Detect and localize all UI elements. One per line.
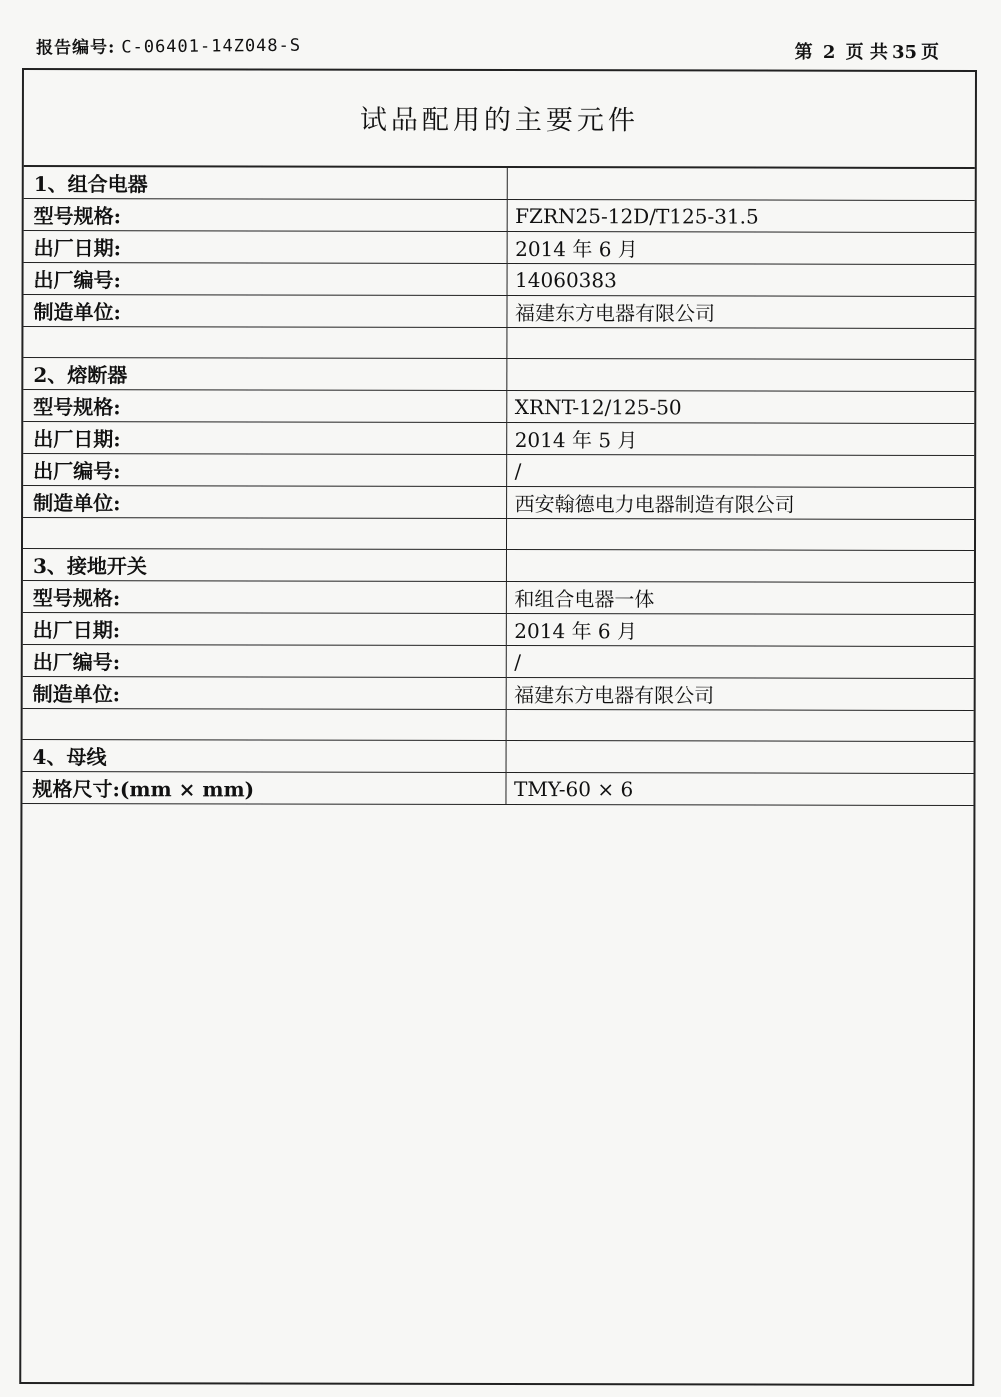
row-label: 出厂编号: (23, 454, 506, 487)
table-row (23, 422, 974, 456)
row-label: 出厂日期: (24, 231, 507, 264)
blank-row (23, 709, 974, 742)
empty-cell (23, 518, 506, 550)
blank-row (23, 518, 974, 551)
page-suffix: 页 (921, 42, 939, 63)
row-value: 2014 年 6 月 (506, 614, 974, 647)
row-label: 规格尺寸:(mm × mm) (22, 772, 505, 805)
empty-cell (506, 328, 974, 360)
table-row (24, 263, 975, 297)
document-title: 试品配用的主要元件 (24, 70, 975, 169)
table-row (23, 613, 974, 647)
table-row (23, 454, 974, 488)
blank-row (23, 327, 974, 360)
row-value: 14060383 (507, 264, 975, 297)
section-heading: 1、组合电器 (24, 167, 507, 200)
page-prefix: 第 (794, 42, 813, 63)
row-label: 型号规格: (23, 581, 506, 614)
row-value: / (506, 455, 974, 488)
page-total: 35 (891, 42, 917, 63)
report-number-value: C-06401-14Z048-S (121, 35, 302, 58)
row-label: 制造单位: (23, 295, 506, 328)
row-value: 2014 年 5 月 (506, 423, 974, 456)
row-value: 西安翰德电力电器制造有限公司 (506, 487, 974, 520)
page-indicator (793, 38, 941, 64)
document-frame (19, 68, 977, 1386)
row-value: 和组合电器一体 (506, 582, 974, 615)
table-row (23, 295, 974, 329)
table-row (23, 645, 974, 679)
row-label: 出厂编号: (23, 645, 506, 678)
row-value: 2014 年 6 月 (507, 232, 975, 265)
row-value: 福建东方电器有限公司 (506, 678, 974, 711)
section-heading-row (23, 549, 974, 583)
row-value: XRNT-12/125-50 (506, 391, 974, 424)
row-label: 出厂编号: (24, 263, 507, 296)
page-header (36, 30, 941, 62)
empty-cell (506, 710, 974, 742)
row-label: 出厂日期: (23, 613, 506, 646)
row-value: FZRN25-12D/T125-31.5 (507, 200, 975, 233)
row-label: 型号规格: (24, 199, 507, 232)
table-row (23, 486, 974, 520)
row-label: 出厂日期: (23, 422, 506, 455)
report-number (36, 31, 301, 59)
section-heading-row (24, 167, 975, 200)
page-current: 2 (822, 42, 836, 63)
table-row (22, 772, 973, 806)
report-number-label: 报告编号: (35, 37, 116, 59)
components-table (22, 167, 974, 806)
section-heading: 3、接地开关 (23, 549, 506, 582)
table-row (23, 677, 974, 711)
row-value: TMY-60 × 6 (505, 773, 973, 806)
table-row (24, 231, 975, 265)
row-value: 福建东方电器有限公司 (506, 296, 974, 329)
table-row (23, 390, 974, 424)
section-heading: 4、母线 (23, 740, 506, 773)
section-heading: 2、熔断器 (23, 358, 506, 391)
section-heading-row (23, 358, 974, 392)
empty-cell (23, 327, 506, 359)
empty-cell (506, 519, 974, 551)
row-label: 型号规格: (23, 390, 506, 423)
empty-cell (506, 741, 974, 774)
table-row (24, 199, 975, 233)
section-heading-row (23, 740, 974, 774)
row-value: / (506, 646, 974, 679)
empty-cell (506, 550, 974, 583)
table-row (23, 581, 974, 615)
empty-cell (506, 359, 974, 392)
page-mid: 页 共 (845, 42, 888, 63)
empty-cell (23, 709, 506, 741)
row-label: 制造单位: (23, 486, 506, 519)
row-label: 制造单位: (23, 677, 506, 710)
empty-cell (507, 168, 975, 200)
